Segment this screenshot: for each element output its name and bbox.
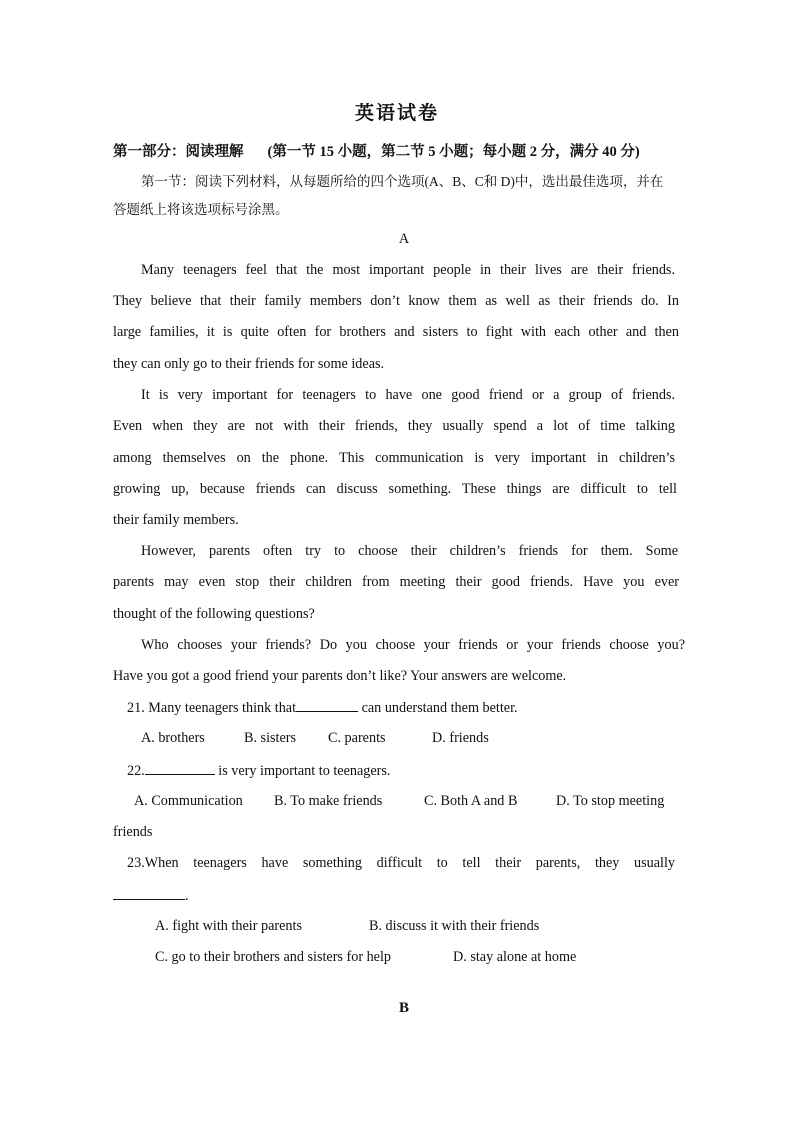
- passage-a-label: A: [398, 231, 410, 247]
- question-21-before: 21. Many teenagers think that: [127, 700, 297, 716]
- passage-a-p3-line2: parents may even stop their children from meeting their good friends. Have you ever: [113, 574, 679, 590]
- passage-a-p2-line4: growing up, because friends can discuss something. These things are difficult to tell: [113, 481, 677, 497]
- question-22-stem: [127, 762, 390, 780]
- question-23-blank[interactable]: [113, 887, 185, 900]
- passage-a-p3-line3: thought of the following questions?: [113, 606, 315, 622]
- question-22-after: is very important to teenagers.: [218, 763, 391, 779]
- part1-scoring-note: (第一节 15 小题，第二节 5 小题；每小题 2 分，满分 40 分): [267, 144, 640, 160]
- section1-instruction-line1: 第一节：阅读下列材料，从每题所给的四个选项(A、B、C和 D)中，选出最佳选项，并在: [141, 174, 664, 189]
- question-23-stem: 23.When teenagers have something difficult to tell their parents, they usually: [127, 855, 675, 871]
- question-21-option-a[interactable]: A. brothers: [141, 730, 205, 746]
- question-21-option-d[interactable]: D. friends: [432, 730, 489, 746]
- passage-a-p2-line5: their family members.: [113, 512, 239, 528]
- question-21-option-c[interactable]: C. parents: [328, 730, 386, 746]
- passage-a-p1-line2: They believe that their family members don’t know them as well as their friends do. In: [113, 293, 679, 309]
- question-21-stem: [127, 699, 518, 717]
- passage-a-p1-line4: they can only go to their friends for some ideas.: [113, 356, 385, 372]
- passage-a-p1-line3: large families, it is quite often for brothers and sisters to fight with each other and then: [113, 324, 679, 340]
- part1-title: 第一部分：阅读理解: [113, 144, 244, 160]
- question-23-blank-line: [113, 887, 189, 905]
- question-23-option-a[interactable]: A. fight with their parents: [155, 918, 302, 934]
- passage-b-label: B: [398, 1000, 409, 1016]
- question-22-before: 22.: [127, 763, 145, 779]
- question-22-option-b[interactable]: B. To make friends: [274, 793, 383, 809]
- question-22-option-d[interactable]: D. To stop meeting: [556, 793, 665, 809]
- section1-instruction-line2: 答题纸上将该选项标号涂黑。: [113, 202, 289, 217]
- question-21-blank[interactable]: [296, 699, 358, 712]
- exam-title: 英语试卷: [354, 103, 439, 124]
- passage-a-p1-line1: Many teenagers feel that the most important people in their lives are their friends.: [141, 262, 675, 278]
- question-22-option-d-continued: friends: [113, 824, 153, 840]
- passage-a-p4-line2: Have you got a good friend your parents don’t like? Your answers are welcome.: [113, 668, 567, 684]
- passage-a-p3-line1: However, parents often try to choose their children’s friends for them. Some: [141, 543, 678, 559]
- passage-a-p2-line1: It is very important for teenagers to have one good friend or a group of friends.: [141, 387, 675, 403]
- question-23-end: .: [185, 888, 189, 904]
- question-23-option-b[interactable]: B. discuss it with their friends: [369, 918, 540, 934]
- passage-a-p2-line3: among themselves on the phone. This communication is very important in children’s: [113, 450, 675, 466]
- passage-a-p2-line2: Even when they are not with their friends, they usually spend a lot of time talking: [113, 418, 675, 434]
- question-22-option-c[interactable]: C. Both A and B: [424, 793, 518, 809]
- passage-a-p4-line1: Who chooses your friends? Do you choose your friends or your friends choose you?: [141, 637, 685, 653]
- part1-heading: [113, 140, 640, 161]
- question-23-option-c[interactable]: C. go to their brothers and sisters for help: [155, 949, 392, 965]
- question-22-blank[interactable]: [145, 762, 215, 775]
- question-22-option-a[interactable]: A. Communication: [134, 793, 243, 809]
- question-21-after: can understand them better.: [361, 700, 518, 716]
- question-23-option-d[interactable]: D. stay alone at home: [453, 949, 577, 965]
- question-21-option-b[interactable]: B. sisters: [244, 730, 297, 746]
